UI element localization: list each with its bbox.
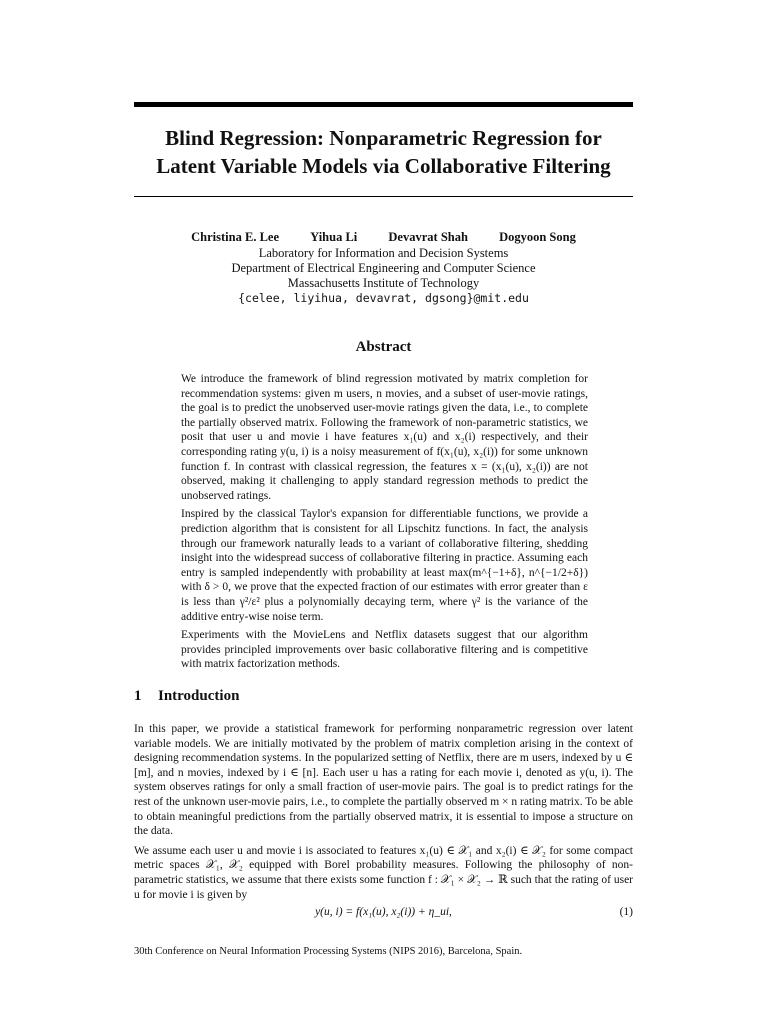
abstract-paragraph: Experiments with the MovieLens and Netflix datasets suggest that our algorithm provides principled improvements over basic collaborative filtering and is competitive with matrix factorization methods.: [181, 629, 588, 671]
title-bottom-rule: [134, 196, 633, 197]
section-title: Introduction: [158, 688, 240, 704]
title-line-2: Latent Variable Models via Collaborative Filtering: [156, 154, 611, 178]
body-paragraph: In this paper, we provide a statistical framework for performing nonparametric regression over latent variable models. We are initially motivated by the problem of matrix completion arising in the context of designing recommendation systems. In the popularized setting of Netflix, there are m users, indexed by u ∈ [m], and n movies, indexed by i ∈ [n]. Each user u has a rating for each movie i, denoted as y(u, i). The system observes ratings for only a small fraction of user-movie pairs. The goal is to predict ratings for the rest of the unknown user-movie pairs, i.e., to complete the partially observed m × n rating matrix. To be able to obtain meaningful predictions from the partially observed matrix, it is essential to impose a structure on the data.: [134, 723, 633, 838]
author-name: Christina E. Lee: [191, 230, 280, 244]
title-line-1: Blind Regression: Nonparametric Regression for: [165, 126, 602, 150]
author-block: [134, 230, 633, 306]
abstract-paragraph: We introduce the framework of blind regression motivated by matrix completion for recommendation systems: given m users, n movies, and a subset of user-movie ratings, the goal is to predict the unobserved user-movie ratings given the data, i.e., to complete the partially observed matrix. Following the framework of non-parametric statistics, we posit that user u and movie i have features x₁(u) and x₂(i) respectively, and their corresponding rating y(u, i) is a noisy measurement of f(x₁(u), x₂(i)) for some unknown function f. In contrast with classical regression, the features x = (x₁(u), x₂(i)) are not observed, making it challenging to apply standard regression methods to predict the unobserved ratings.: [181, 373, 588, 502]
equation-expression: y(u, i) = f(x₁(u), x₂(i)) + η_ui,: [315, 906, 452, 918]
conference-footnote: 30th Conference on Neural Information Processing Systems (NIPS 2016), Barcelona, Spain.: [134, 946, 523, 957]
affiliation-line: Massachusetts Institute of Technology: [287, 276, 480, 290]
author-name: Yihua Li: [310, 230, 358, 244]
abstract-paragraph: Inspired by the classical Taylor's expansion for differentiable functions, we provide a prediction algorithm that is consistent for all Lipschitz functions. In fact, the analysis through our framework naturally leads to a variant of collaborative filtering, shedding insight into the widespread success of collaborative filtering in practice. Assuming each entry is sampled independently with probability at least max(m^{−1+δ}, n^{−1/2+δ}) with δ > 0, we prove that the expected fraction of our estimates with error greater than ε is less than γ²/ε² plus a polynomially decaying term, where γ² is the variance of the additive entry-wise noise term.: [181, 508, 588, 623]
affiliation-line: Department of Electrical Engineering and Computer Science: [231, 261, 536, 275]
section-number: 1: [134, 688, 142, 704]
paper-title: [134, 124, 633, 180]
abstract-body: [181, 372, 588, 676]
equation-number: (1): [619, 906, 633, 918]
title-top-rule: [134, 102, 633, 107]
affiliation-line: Laboratory for Information and Decision Systems: [258, 246, 509, 260]
author-name: Dogyoon Song: [499, 230, 576, 244]
body-paragraph: We assume each user u and movie i is associated to features x₁(u) ∈ 𝒳₁ and x₂(i) ∈ 𝒳₂ for some compact metric spaces 𝒳₁, 𝒳₂ equipped with Borel probability measures. Following the philosophy of non-parametric statistics, we assume that there exists some function f : 𝒳₁ × 𝒳₂ → ℝ such that the rating of user u for movie i is given by: [134, 844, 633, 901]
abstract-heading: Abstract: [355, 339, 412, 355]
section-heading: [134, 688, 239, 705]
author-names: [134, 230, 633, 245]
author-email: {celee, liyihua, devavrat, dgsong}@mit.edu: [238, 291, 529, 305]
author-name: Devavrat Shah: [388, 230, 468, 244]
equation-1: [134, 906, 633, 924]
section-body: [134, 722, 633, 907]
